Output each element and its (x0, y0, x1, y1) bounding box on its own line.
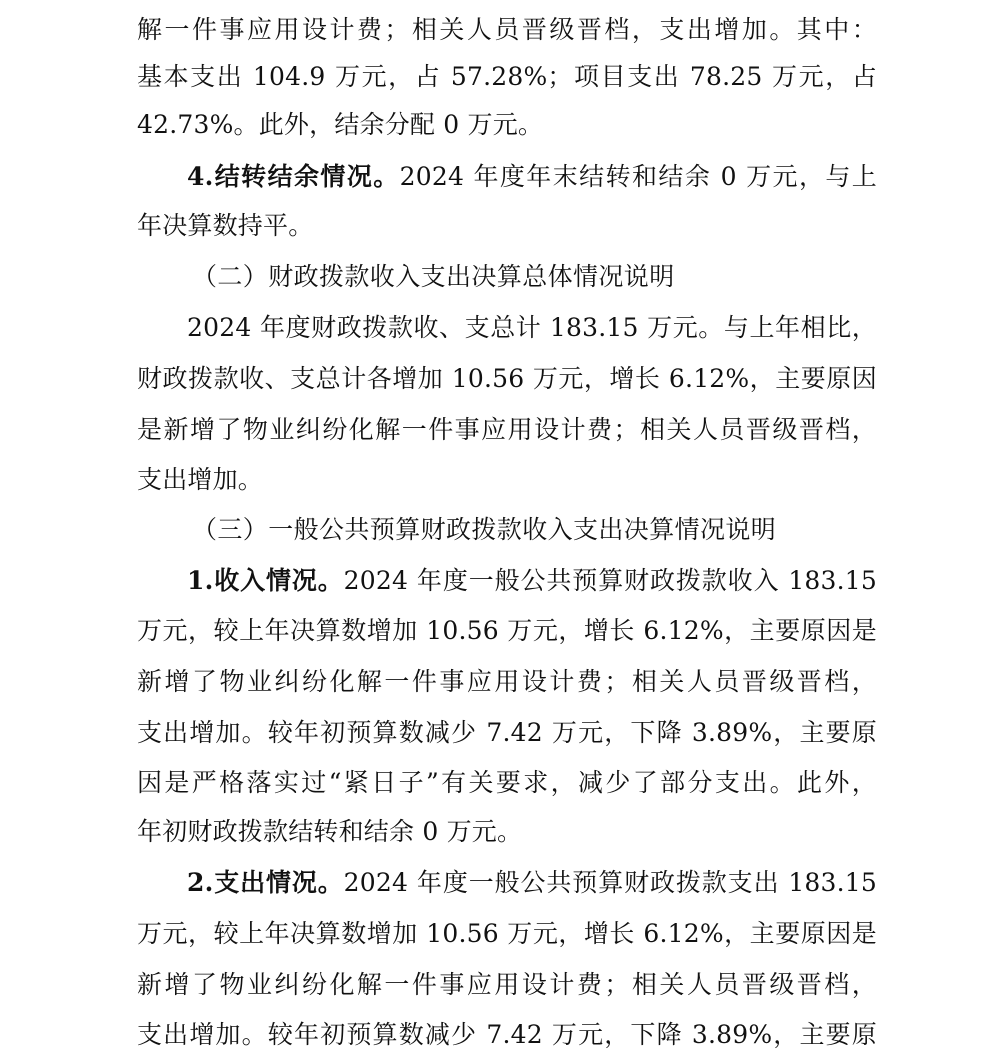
text-line-1: 解一件事应用设计费；相关人员晋级晋档，支出增加。其中： (137, 15, 877, 44)
text-line-2: 基本支出 104.9 万元，占 57.28%；项目支出 78.25 万元，占 (137, 62, 877, 91)
text-line-17: 年初财政拨款结转和结余 0 万元。 (137, 817, 523, 846)
expense-text: 2024 年度一般公共预算财政拨款支出 183.15 (343, 868, 877, 897)
text-line-5: 年决算数持平。 (137, 211, 314, 240)
section-4-text: 2024 年度年末结转和结余 0 万元，与上 (399, 162, 877, 191)
text-line-15: 支出增加。较年初预算数减少 7.42 万元，下降 3.89%，主要原 (137, 718, 877, 747)
text-line-3: 42.73%。此外，结余分配 0 万元。 (137, 110, 544, 139)
text-line-21: 支出增加。较年初预算数减少 7.42 万元，下降 3.89%，主要原 (137, 1020, 877, 1049)
text-line-10: 支出增加。 (137, 465, 264, 494)
text-line-13: 万元，较上年决算数增加 10.56 万元，增长 6.12%，主要原因是 (137, 616, 877, 645)
income-label: 1.收入情况。 (187, 566, 344, 595)
section-heading-two: （二）财政拨款收入支出决算总体情况说明 (192, 262, 675, 291)
text-line-7: 2024 年度财政拨款收、支总计 183.15 万元。与上年相比， (187, 313, 877, 342)
section-heading-three: （三）一般公共预算财政拨款收入支出决算情况说明 (192, 515, 777, 544)
income-text: 2024 年度一般公共预算财政拨款收入 183.15 (343, 566, 877, 595)
section-4-label: 4.结转结余情况。 (187, 162, 400, 191)
text-line-14: 新增了物业纠纷化解一件事应用设计费；相关人员晋级晋档， (137, 667, 877, 696)
text-line-20: 新增了物业纠纷化解一件事应用设计费；相关人员晋级晋档， (137, 970, 877, 999)
expense-label: 2.支出情况。 (187, 868, 344, 897)
income-first-line (187, 561, 877, 601)
text-line-16: 因是严格落实过“紧日子”有关要求，减少了部分支出。此外， (137, 768, 877, 797)
text-line-19: 万元，较上年决算数增加 10.56 万元，增长 6.12%，主要原因是 (137, 919, 877, 948)
expense-first-line (187, 863, 877, 903)
section-4-first-line (187, 157, 877, 197)
text-line-9: 是新增了物业纠纷化解一件事应用设计费；相关人员晋级晋档， (137, 415, 877, 444)
text-line-8: 财政拨款收、支总计各增加 10.56 万元，增长 6.12%，主要原因 (137, 364, 877, 393)
